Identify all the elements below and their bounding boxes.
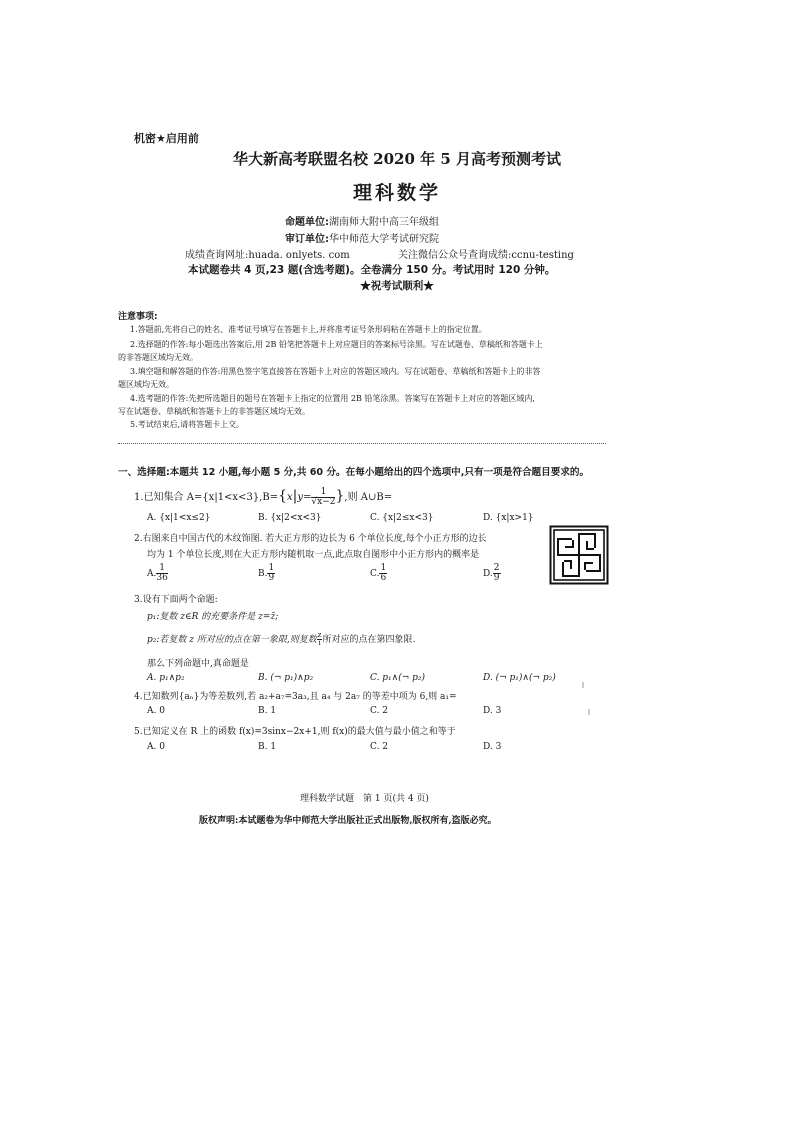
- notes-item: 4.选考题的作答:先把所选题目的题号在答题卡上指定的位置用 2B 铅笔涂黑。答案写在答题卡上对应的答题区域内,: [130, 394, 535, 403]
- q3-proposition-1: p₁:复数 z∈R 的充要条件是 z=z̄;: [147, 612, 279, 622]
- q3-proposition-2: p₂:若复数 z 所对应的点在第一象限,则复数 $\frac{z}{i}$ 所对应的点在第四象限.: [147, 631, 416, 647]
- q3-option-c: C. p₁∧(¬ p₂): [370, 673, 426, 683]
- proposer-value: 湖南师大附中高三年级组: [329, 217, 439, 228]
- proposer-label: 命题单位:: [285, 217, 329, 228]
- q2-option-a: A. $\frac{1}{36}$: [147, 563, 168, 583]
- page-footer: 理科数学试题 第 1 页(共 4 页): [300, 794, 429, 804]
- scan-mark: [588, 709, 590, 715]
- q1-frac-num: 1: [311, 488, 335, 498]
- q4-option-c: C. 2: [370, 706, 389, 716]
- question-5-stem: 5.已知定义在 R 上的函数 f(x)=3sinx−2x+1,则 f(x)的最大值与最小值之和等于: [134, 727, 456, 737]
- q3-option-b: B. (¬ p₁)∧p₂: [258, 673, 314, 683]
- q2-option-c: C. $\frac{1}{6}$: [370, 563, 387, 583]
- reviewer-line: [285, 230, 439, 245]
- q5-option-c: C. 2: [370, 742, 389, 752]
- question-4-stem: 4.已知数列{aₙ}为等差数列,若 a₂+a₇=3a₃,且 a₄ 与 2a₇ 的等差中项为 6,则 a₁=: [134, 692, 457, 702]
- notes-item: 的非答题区域均无效。: [118, 353, 198, 362]
- reviewer-value: 华中师范大学考试研究院: [329, 234, 439, 245]
- notes-title: 注意事项:: [118, 312, 158, 322]
- query-wechat: 关注微信公众号查询成绩:ccnu-testing: [398, 250, 574, 261]
- q3-option-d: D. (¬ p₁)∧(¬ p₂): [483, 673, 556, 683]
- q2-option-b: B. $\frac{1}{9}$: [258, 563, 275, 583]
- q1-frac-den: √x−2: [311, 497, 336, 507]
- q4-option-d: D. 3: [483, 706, 502, 716]
- lattice-pattern-figure: [549, 525, 609, 585]
- notes-item: 题区域均无效。: [118, 380, 174, 389]
- exam-title: 华大新高考联盟名校 2020 年 5 月高考预测考试: [232, 150, 562, 168]
- q1-set-b-y: y=: [297, 492, 312, 503]
- exam-info: 本试题卷共 4 页,23 题(含选考题)。全卷满分 150 分。考试用时 120 分钟。: [188, 264, 556, 276]
- notes-item: 1.答题前,先将自己的姓名、准考证号填写在答题卡上,并将准考证号条形码粘在答题卡上的指定位置。: [130, 325, 487, 334]
- notes-item: 写在试题卷、草稿纸和答题卡上的非答题区域均无效。: [118, 407, 310, 416]
- reviewer-label: 审订单位:: [285, 234, 329, 245]
- section-heading: 一、选择题:本题共 12 小题,每小题 5 分,共 60 分。在每小题给出的四个选项中,只有一项是符合题目要求的。: [118, 467, 590, 478]
- q4-option-a: A. 0: [147, 706, 165, 716]
- q1-option-c: C. {x|2≤x<3}: [370, 513, 434, 523]
- notes-item: 3.填空题和解答题的作答:用黑色签字笔直接答在答题卡上对应的答题区域内。写在试题卷、草稿纸和答题卡上的非答: [130, 367, 541, 376]
- notes-item: 2.选择题的作答:每小题选出答案后,用 2B 铅笔把答题卡上对应题目的答案标号涂黑。写在试题卷、草稿纸和答题卡上: [130, 340, 543, 349]
- q5-option-b: B. 1: [258, 742, 277, 752]
- question-2-line-2: 均为 1 个单位长度,则在大正方形内随机取一点,此点取自图形中小正方形内的概率是: [147, 550, 480, 560]
- scan-mark: [582, 682, 584, 688]
- query-website: 成绩查询网址:huada. onlyets. com: [185, 250, 350, 261]
- copyright-notice: 版权声明:本试题卷为华中师范大学出版社正式出版物,版权所有,盗版必究。: [199, 816, 497, 826]
- q4-option-b: B. 1: [258, 706, 277, 716]
- q2-option-d: D. $\frac{2}{9}$: [483, 563, 500, 583]
- notes-item: 5.考试结束后,请将答题卡上交。: [130, 420, 245, 429]
- proposer-line: [285, 213, 439, 228]
- subject-title: 理科数学: [352, 182, 441, 204]
- question-3-stem: 3.设有下面两个命题:: [134, 595, 218, 605]
- q5-option-a: A. 0: [147, 742, 165, 752]
- q1-option-a: A. {x|1<x≤2}: [147, 513, 211, 523]
- q1-stem-a: 1.已知集合 A={x|1<x<3},B=: [134, 492, 279, 503]
- q1-fraction: [311, 488, 335, 507]
- q1-option-d: D. {x|x>1}: [483, 513, 534, 523]
- good-luck-line: ★祝考试顺利★: [360, 280, 434, 292]
- q1-option-b: B. {x|2<x<3}: [258, 513, 322, 523]
- question-2-line-1: 2.右图来自中国古代的木纹饰图. 若大正方形的边长为 6 个单位长度,每个小正方形的边长: [134, 534, 487, 544]
- q1-set-b-var: x: [287, 492, 293, 503]
- q3-option-a: A. p₁∧p₂: [147, 673, 185, 683]
- divider: [118, 443, 606, 444]
- confidential-label: 机密★启用前: [134, 132, 199, 145]
- question-1-stem: 1.已知集合 A={x|1<x<3},B={x|y= $\frac{1}{√x-2}$ },则 A∪B=: [134, 487, 393, 507]
- q3-ask: 那么下列命题中,真命题是: [147, 659, 249, 669]
- q1-stem-b: ,则 A∪B=: [344, 492, 393, 503]
- q5-option-d: D. 3: [483, 742, 502, 752]
